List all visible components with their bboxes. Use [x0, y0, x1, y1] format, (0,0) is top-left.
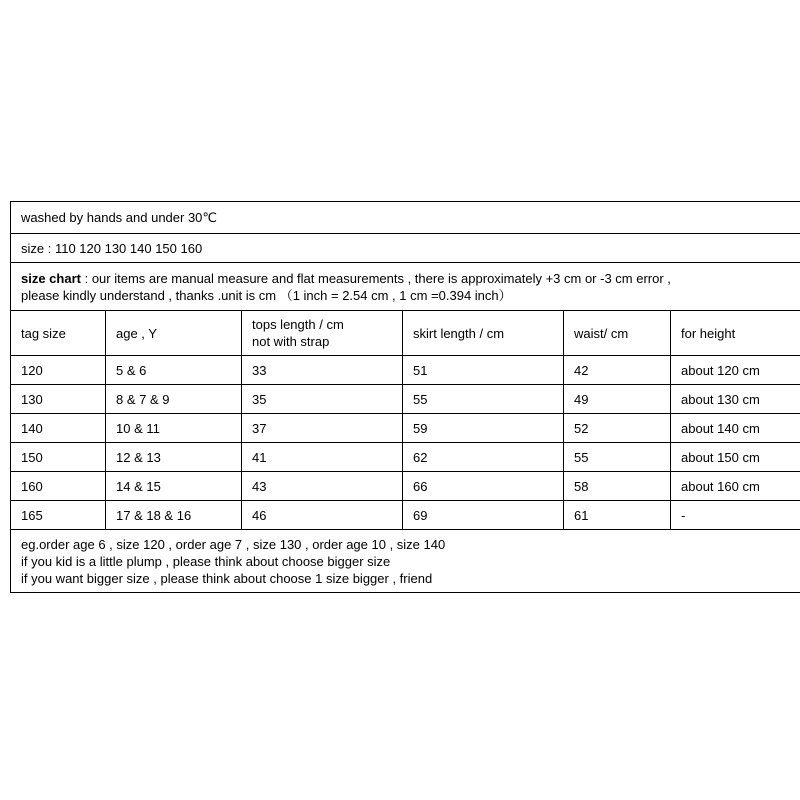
header-tops-length: [242, 311, 403, 356]
cell-age: 10 & 11: [106, 414, 242, 443]
cell-tops-length: 46: [242, 501, 403, 530]
table-row: [11, 414, 800, 443]
cell-waist: 42: [564, 356, 671, 385]
cell-waist: 55: [564, 443, 671, 472]
cell-age: 8 & 7 & 9: [106, 385, 242, 414]
header-age: age , Y: [106, 311, 242, 356]
cell-age: 14 & 15: [106, 472, 242, 501]
table-row: [11, 356, 800, 385]
cell-for-height: about 120 cm: [671, 356, 800, 385]
cell-waist: 49: [564, 385, 671, 414]
header-tag-size: tag size: [11, 311, 106, 356]
cell-tag-size: 160: [11, 472, 106, 501]
order-note-line: eg.order age 6 , size 120 , order age 7 , size 130 , order age 10 , size 140: [21, 536, 446, 552]
cell-skirt-length: 51: [403, 356, 564, 385]
cell-skirt-length: 69: [403, 501, 564, 530]
cell-tops-length: 41: [242, 443, 403, 472]
cell-tag-size: 120: [11, 356, 106, 385]
order-note-line: if you want bigger size , please think about choose 1 size bigger , friend: [21, 570, 433, 586]
cell-skirt-length: 55: [403, 385, 564, 414]
table-row: [11, 443, 800, 472]
cell-waist: 58: [564, 472, 671, 501]
header-for-height: for height: [671, 311, 800, 356]
order-note-line: if you kid is a little plump , please think about choose bigger size: [21, 553, 391, 569]
cell-skirt-length: 62: [403, 443, 564, 472]
cell-for-height: about 140 cm: [671, 414, 800, 443]
size-list: size : 110 120 130 140 150 160: [11, 234, 800, 263]
cell-waist: 61: [564, 501, 671, 530]
size-chart-note-line-2: please kindly understand , thanks .unit is cm （1 inch = 2.54 cm , 1 cm =0.394 inch）: [21, 287, 512, 303]
size-chart-sheet: [10, 201, 800, 593]
cell-tag-size: 140: [11, 414, 106, 443]
cell-for-height: about 150 cm: [671, 443, 800, 472]
cell-for-height: about 130 cm: [671, 385, 800, 414]
table-row: [11, 501, 800, 530]
cell-skirt-length: 66: [403, 472, 564, 501]
cell-tops-length: 33: [242, 356, 403, 385]
cell-tag-size: 150: [11, 443, 106, 472]
size-chart-label: size chart: [21, 270, 81, 286]
cell-tops-length: 43: [242, 472, 403, 501]
header-tops-length-line-2: not with strap: [252, 334, 330, 349]
size-chart-note-line-1: : our items are manual measure and flat measurements , there is approximately +3 cm or -3 cm error ,: [80, 270, 671, 286]
size-row: [11, 234, 800, 263]
table-header-row: [11, 311, 800, 356]
table-row: [11, 472, 800, 501]
table-row: [11, 385, 800, 414]
cell-age: 12 & 13: [106, 443, 242, 472]
washing-row: [11, 202, 800, 234]
cell-tops-length: 37: [242, 414, 403, 443]
size-chart-note-row: [11, 263, 800, 311]
size-chart-note: [11, 263, 800, 311]
header-waist: waist/ cm: [564, 311, 671, 356]
washing-note: washed by hands and under 30℃: [11, 202, 800, 234]
header-skirt-length: skirt length / cm: [403, 311, 564, 356]
order-notes-row: [11, 530, 800, 593]
cell-tag-size: 165: [11, 501, 106, 530]
cell-for-height: -: [671, 501, 800, 530]
order-notes: [11, 530, 800, 593]
cell-tops-length: 35: [242, 385, 403, 414]
cell-age: 17 & 18 & 16: [106, 501, 242, 530]
cell-waist: 52: [564, 414, 671, 443]
size-chart-table: [10, 201, 800, 593]
cell-skirt-length: 59: [403, 414, 564, 443]
cell-tag-size: 130: [11, 385, 106, 414]
header-tops-length-line-1: tops length / cm: [252, 317, 344, 332]
cell-age: 5 & 6: [106, 356, 242, 385]
cell-for-height: about 160 cm: [671, 472, 800, 501]
